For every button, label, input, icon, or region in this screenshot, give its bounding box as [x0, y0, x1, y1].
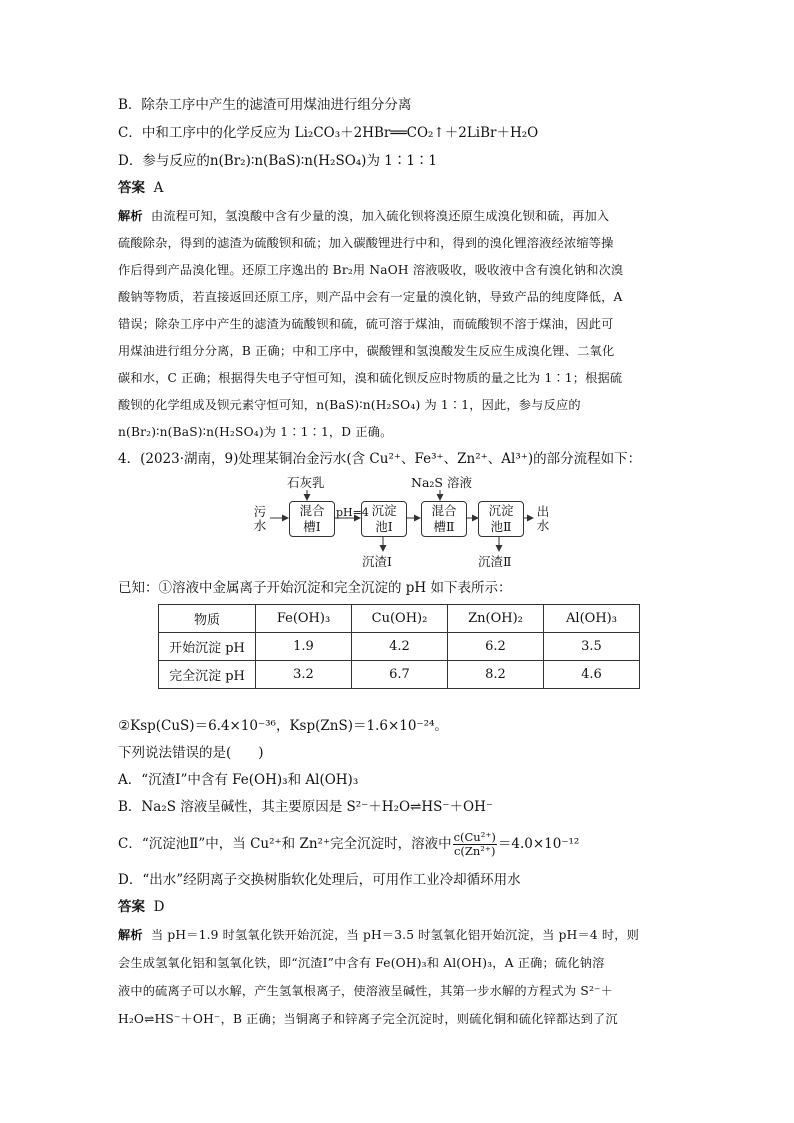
ph-table [158, 604, 640, 689]
flow-reagent-na2s: Na₂S 溶液 [411, 475, 472, 490]
option-c-text: C．“沉淀池Ⅱ”中，当 Cu²⁺和 Zn²⁺完全沉淀时，溶液中 [118, 836, 452, 852]
answer-value: D [153, 899, 165, 915]
analysis-line: H₂O⇌HS⁻＋OH⁻，B 正确；当铜离子和锌离子完全沉淀时，则硫化铜和硫化锌都达到了沉 [118, 1012, 618, 1026]
flow-box-settling-tank-2: 沉淀 池Ⅱ [478, 501, 524, 537]
table-header: 物质 [159, 605, 256, 633]
flow-residue-2: 沉渣Ⅱ [478, 554, 512, 569]
table-row [159, 661, 640, 689]
table-header: Fe(OH)₃ [256, 605, 352, 633]
table-header: Al(OH)₃ [544, 605, 640, 633]
fraction-denominator: c(Zn²⁺) [453, 843, 496, 858]
analysis-line: n(Br₂)∶n(BaS)∶n(H₂SO₄)为 1∶1∶1，D 正确。 [118, 425, 393, 439]
flow-ph-label: pH=4 [336, 506, 369, 519]
analysis-line: 会生成氢氧化铝和氢氧化铁，即“沉渣Ⅰ”中含有 Fe(OH)₃和 Al(OH)₃，A 正确；硫化钠溶 [118, 956, 605, 970]
analysis-line: 酸钠等物质，若直接返回还原工序，则产品中会有一定量的溴化钠，导致产品的纯度降低，A [118, 290, 623, 304]
answer-label: 答案 [118, 899, 145, 915]
known-intro: 已知：①溶液中金属离子开始沉淀和完全沉淀的 pH 如下表所示： [118, 580, 512, 596]
flow-inlet: 污 水 [253, 504, 267, 533]
table-cell: 1.9 [256, 633, 352, 661]
analysis-label: 解析 [118, 209, 143, 223]
table-cell: 6.7 [352, 661, 448, 689]
table-cell: 4.6 [544, 661, 640, 689]
table-header-row [159, 605, 640, 633]
option-c [118, 828, 579, 860]
analysis-line: 当 pH＝1.9 时氢氧化铁开始沉淀，当 pH＝3.5 时氢氧化铝开始沉淀，当 pH＝4 时，则 [150, 928, 640, 942]
analysis-line: 硫酸除杂，得到的滤渣为硫酸钡和硫；加入碳酸锂进行中和，得到的溴化锂溶液经浓缩等操 [118, 236, 614, 250]
analysis-line: 用煤油进行组分分离，B 正确；中和工序中，碳酸锂和氢溴酸发生反应生成溴化锂、二氧化 [118, 344, 615, 358]
analysis-line: 液中的硫离子可以水解，产生氢氧根离子，使溶液呈碱性，其第一步水解的方程式为 S²⁻＋ [118, 984, 614, 998]
table-row [159, 633, 640, 661]
table-cell: 3.2 [256, 661, 352, 689]
flow-box-mixing-tank-1: 混合 槽Ⅰ [289, 501, 335, 537]
table-cell: 8.2 [448, 661, 544, 689]
flow-outlet: 出 水 [536, 504, 550, 533]
analysis-line: 作后得到产品溴化锂。还原工序逸出的 Br₂用 NaOH 溶液吸收，吸收液中含有溴化钠和次溴 [118, 263, 624, 277]
option-c: C．中和工序中的化学反应为 Li₂CO₃＋2HBr══CO₂↑＋2LiBr＋H₂O [118, 125, 539, 141]
analysis-label: 解析 [118, 928, 143, 942]
option-b: B．Na₂S 溶液呈碱性，其主要原因是 S²⁻＋H₂O⇌HS⁻＋OH⁻ [118, 799, 493, 815]
analysis-line: 由流程可知，氢溴酸中含有少量的溴，加入硫化钡将溴还原生成溴化钡和硫，再加入 [150, 209, 610, 223]
flow-box-mixing-tank-2: 混合 槽Ⅱ [421, 501, 467, 537]
flow-residue-1: 沉渣Ⅰ [362, 554, 392, 569]
analysis-line: 错误；除杂工序中产生的滤渣为硫酸钡和硫，硫可溶于煤油，而硫酸钡不溶于煤油，因此可 [118, 317, 614, 331]
table-cell: 3.5 [544, 633, 640, 661]
analysis-line: 酸钡的化学组成及钡元素守恒可知，n(BaS)∶n(H₂SO₄) 为 1∶1，因此，参与反应的 [118, 398, 581, 412]
table-cell: 6.2 [448, 633, 544, 661]
option-a: A．“沉渣Ⅰ”中含有 Fe(OH)₃和 Al(OH)₃ [118, 772, 359, 788]
table-cell: 完全沉淀 pH [159, 661, 256, 689]
table-cell: 4.2 [352, 633, 448, 661]
analysis-line: 碳和水，C 正确；根据得失电子守恒可知，溴和硫化钡反应时物质的量之比为 1∶1；根据硫 [118, 371, 623, 385]
concentration-ratio-fraction [453, 831, 497, 858]
flow-reagent-lime: 石灰乳 [287, 475, 325, 490]
answer-label: 答案 [118, 180, 145, 196]
ksp-line: ②Ksp(CuS)＝6.4×10⁻³⁶，Ksp(ZnS)＝1.6×10⁻²⁴。 [118, 718, 448, 734]
flow-box-settling-tank-1: 沉淀 池Ⅰ [361, 501, 407, 537]
option-c-value: ＝4.0×10⁻¹² [497, 836, 580, 852]
answer-q4 [118, 899, 164, 915]
fraction-numerator: c(Cu²⁺) [453, 829, 496, 844]
answer-value: A [153, 180, 164, 196]
option-d: D．参与反应的n(Br₂)∶n(BaS)∶n(H₂SO₄)为 1∶1∶1 [118, 153, 438, 169]
table-header: Cu(OH)₂ [352, 605, 448, 633]
question-4-stem: 4．(2023·湖南，9)处理某铜冶金污水(含 Cu²⁺、Fe³⁺、Zn²⁺、Al³⁺)的部分流程如下： [118, 451, 642, 467]
table-header: Zn(OH)₂ [448, 605, 544, 633]
question-prompt: 下列说法错误的是( ) [118, 745, 264, 761]
option-d: D．“出水”经阴离子交换树脂软化处理后，可用作工业冷却循环用水 [118, 872, 521, 888]
option-b: B．除杂工序中产生的滤渣可用煤油进行组分分离 [118, 97, 412, 113]
table-cell: 开始沉淀 pH [159, 633, 256, 661]
